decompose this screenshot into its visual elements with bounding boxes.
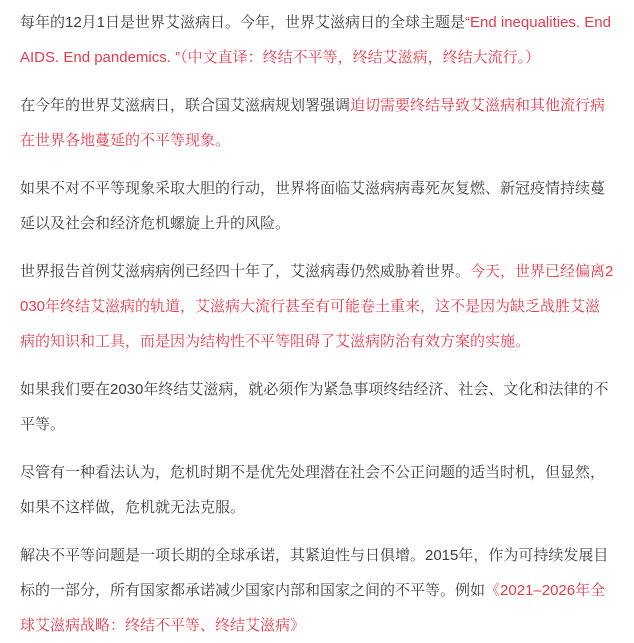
paragraph	[20, 455, 614, 525]
text-segment-accent: 《2021–2026年全球艾滋病战略：终结不平等、终结艾滋病》	[20, 582, 606, 634]
text-segment: 解决不平等问题是一项长期的全球承诺，其紧迫性与日俱增。2015年，作为可持续发展目标的一部分，所有国家都承诺减少国家内部和国家之间的不平等。例如	[20, 547, 609, 599]
paragraph	[20, 372, 614, 442]
article-body	[20, 5, 614, 643]
text-segment-accent: 今天，世界已经偏离2030年终结艾滋病的轨道，艾滋病大流行甚至有可能卷土重来，这不是因为缺乏战胜艾滋病的知识和工具，而是因为结构性不平等阻碍了艾滋病防治有效方案的实施。	[20, 263, 614, 350]
paragraph	[20, 5, 614, 75]
text-segment: 如果我们要在2030年终结艾滋病，就必须作为紧急事项终结经济、社会、文化和法律的不平等。	[20, 381, 609, 433]
text-segment-accent: “End inequalities. End AIDS. End pandemics. ”（中文直译：终结不平等，终结艾滋病，终结大流行。）	[20, 14, 611, 66]
text-segment-accent: 迫切需要终结导致艾滋病和其他流行病在世界各地蔓延的不平等现象。	[20, 97, 606, 149]
paragraph	[20, 538, 614, 643]
article-paragraphs	[20, 5, 614, 643]
paragraph	[20, 254, 614, 359]
paragraph	[20, 88, 614, 158]
text-segment: 如果不对不平等现象采取大胆的行动，世界将面临艾滋病病毒死灰复燃、新冠疫情持续蔓延以及社会和经济危机螺旋上升的风险。	[20, 180, 606, 232]
text-segment: 在今年的世界艾滋病日，联合国艾滋病规划署强调	[20, 97, 351, 114]
text-segment: 尽管有一种看法认为，危机时期不是优先处理潜在社会不公正问题的适当时机，但显然，如果不这样做，危机就无法克服。	[20, 464, 606, 516]
text-segment: 世界报告首例艾滋病病例已经四十年了，艾滋病毒仍然威胁着世界。	[20, 263, 471, 280]
paragraph	[20, 171, 614, 241]
text-segment: 每年的12月1日是世界艾滋病日。今年，世界艾滋病日的全球主题是	[20, 14, 466, 31]
